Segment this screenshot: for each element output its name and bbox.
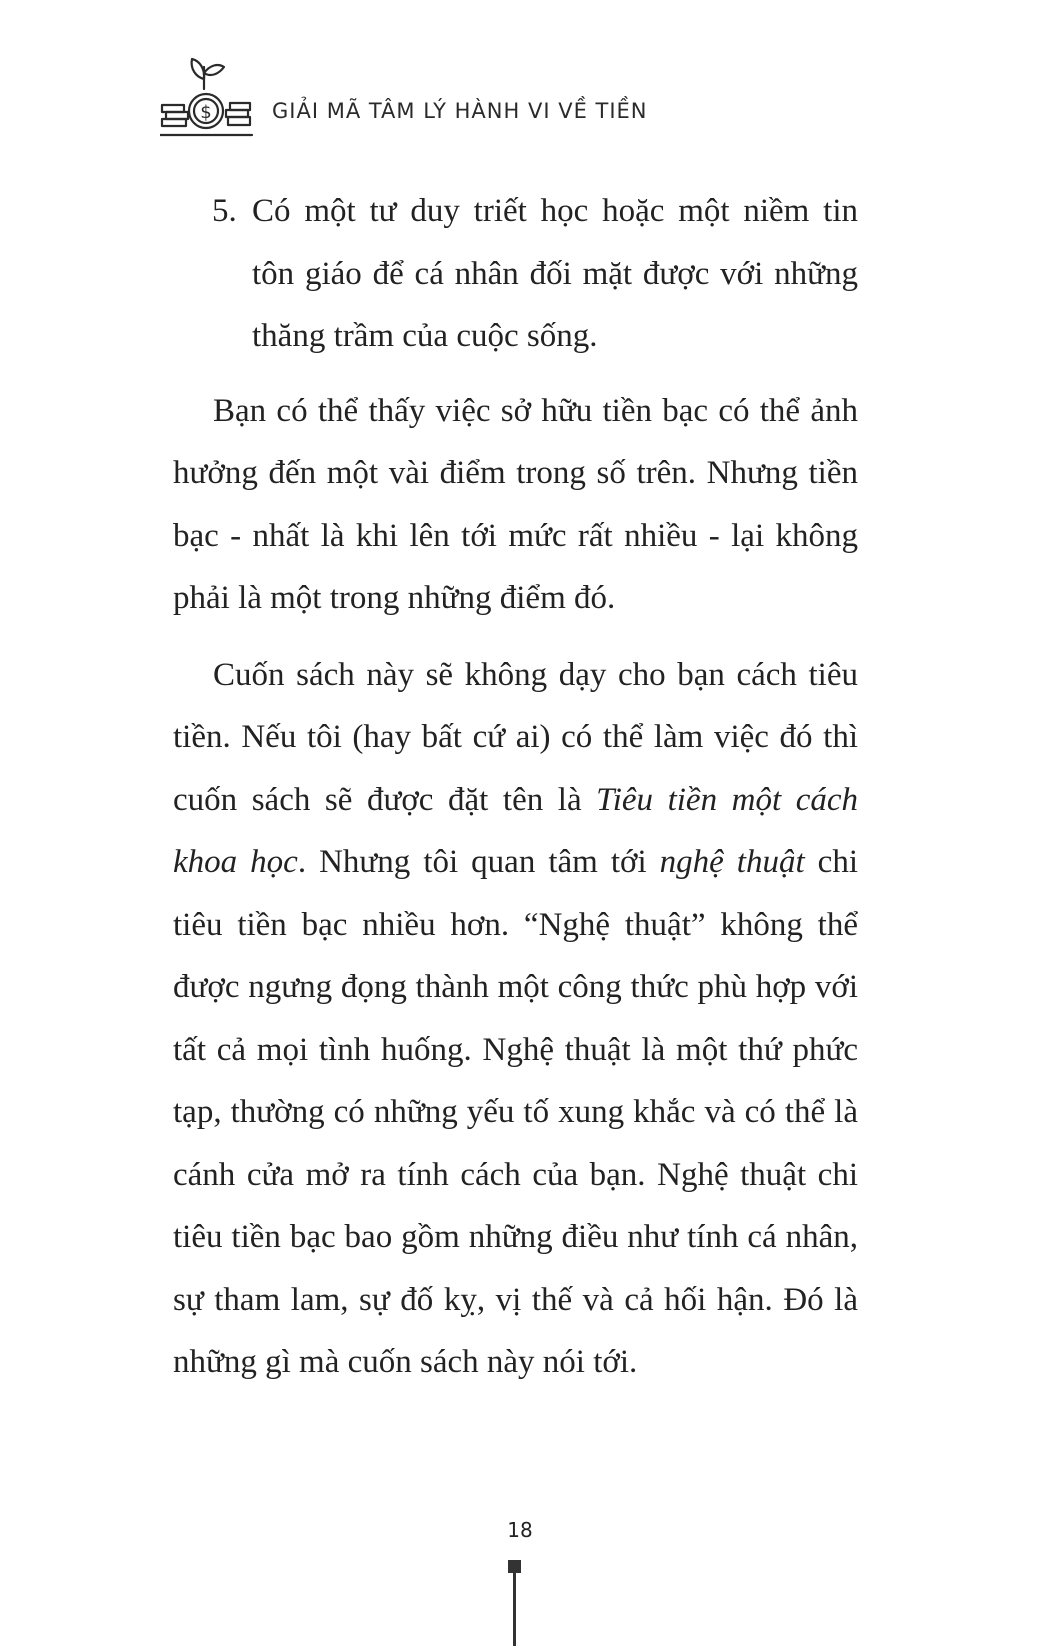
plant-coin-stack-icon: [160, 55, 260, 145]
paragraph-2-part-3: chi tiêu tiền bạc nhiều hơn. “Nghệ thuật” không thể được ngưng đọng thành một công thức phù hợp với tất cả mọi tình huống. Nghệ thuật là một thứ phức tạp, thường có những yếu tố xung khắc và có thể là cánh cửa mở ra tính cách của bạn. Nghệ thuật chi tiêu tiền bạc bao gồm những điều như tính cá nhân, sự tham lam, sự đố kỵ, vị thế và cả hối hận. Đó là những gì mà cuốn sách này nói tới.: [173, 844, 858, 1380]
page-number: 18: [507, 1518, 533, 1542]
footer-marker-square: [508, 1560, 521, 1573]
page-body: [173, 180, 858, 1408]
header-title: GIẢI MÃ TÂM LÝ HÀNH VI VỀ TIỀN: [272, 99, 648, 123]
paragraph-1: Bạn có thể thấy việc sở hữu tiền bạc có thể ảnh hưởng đến một vài điểm trong số trên. Nhưng tiền bạc - nhất là khi lên tới mức rất nhiều - lại không phải là một trong những điểm đó.: [173, 392, 858, 616]
italic-book-title: Tiêu tiền một cách khoa học: [173, 781, 858, 880]
list-number: 5.: [212, 193, 237, 229]
footer-marker-line: [513, 1573, 516, 1646]
list-item-text: Có một tư duy triết học hoặc một niềm tin tôn giáo để cá nhân đối mặt được với những thăng trầm của cuộc sống.: [252, 193, 858, 354]
list-item-5: [173, 180, 858, 368]
paragraph-2-part-2: . Nhưng tôi quan tâm tới: [297, 844, 660, 880]
running-header: [160, 55, 860, 145]
italic-term: nghệ thuật: [659, 844, 805, 880]
dollar-sign: $: [200, 102, 212, 123]
paragraph-2: [173, 644, 858, 1394]
paragraph-2-part-1: Cuốn sách này sẽ không dạy cho bạn cách tiêu tiền. Nếu tôi (hay bất cứ ai) có thể làm việc đó thì cuốn sách sẽ được đặt tên là: [173, 656, 858, 818]
